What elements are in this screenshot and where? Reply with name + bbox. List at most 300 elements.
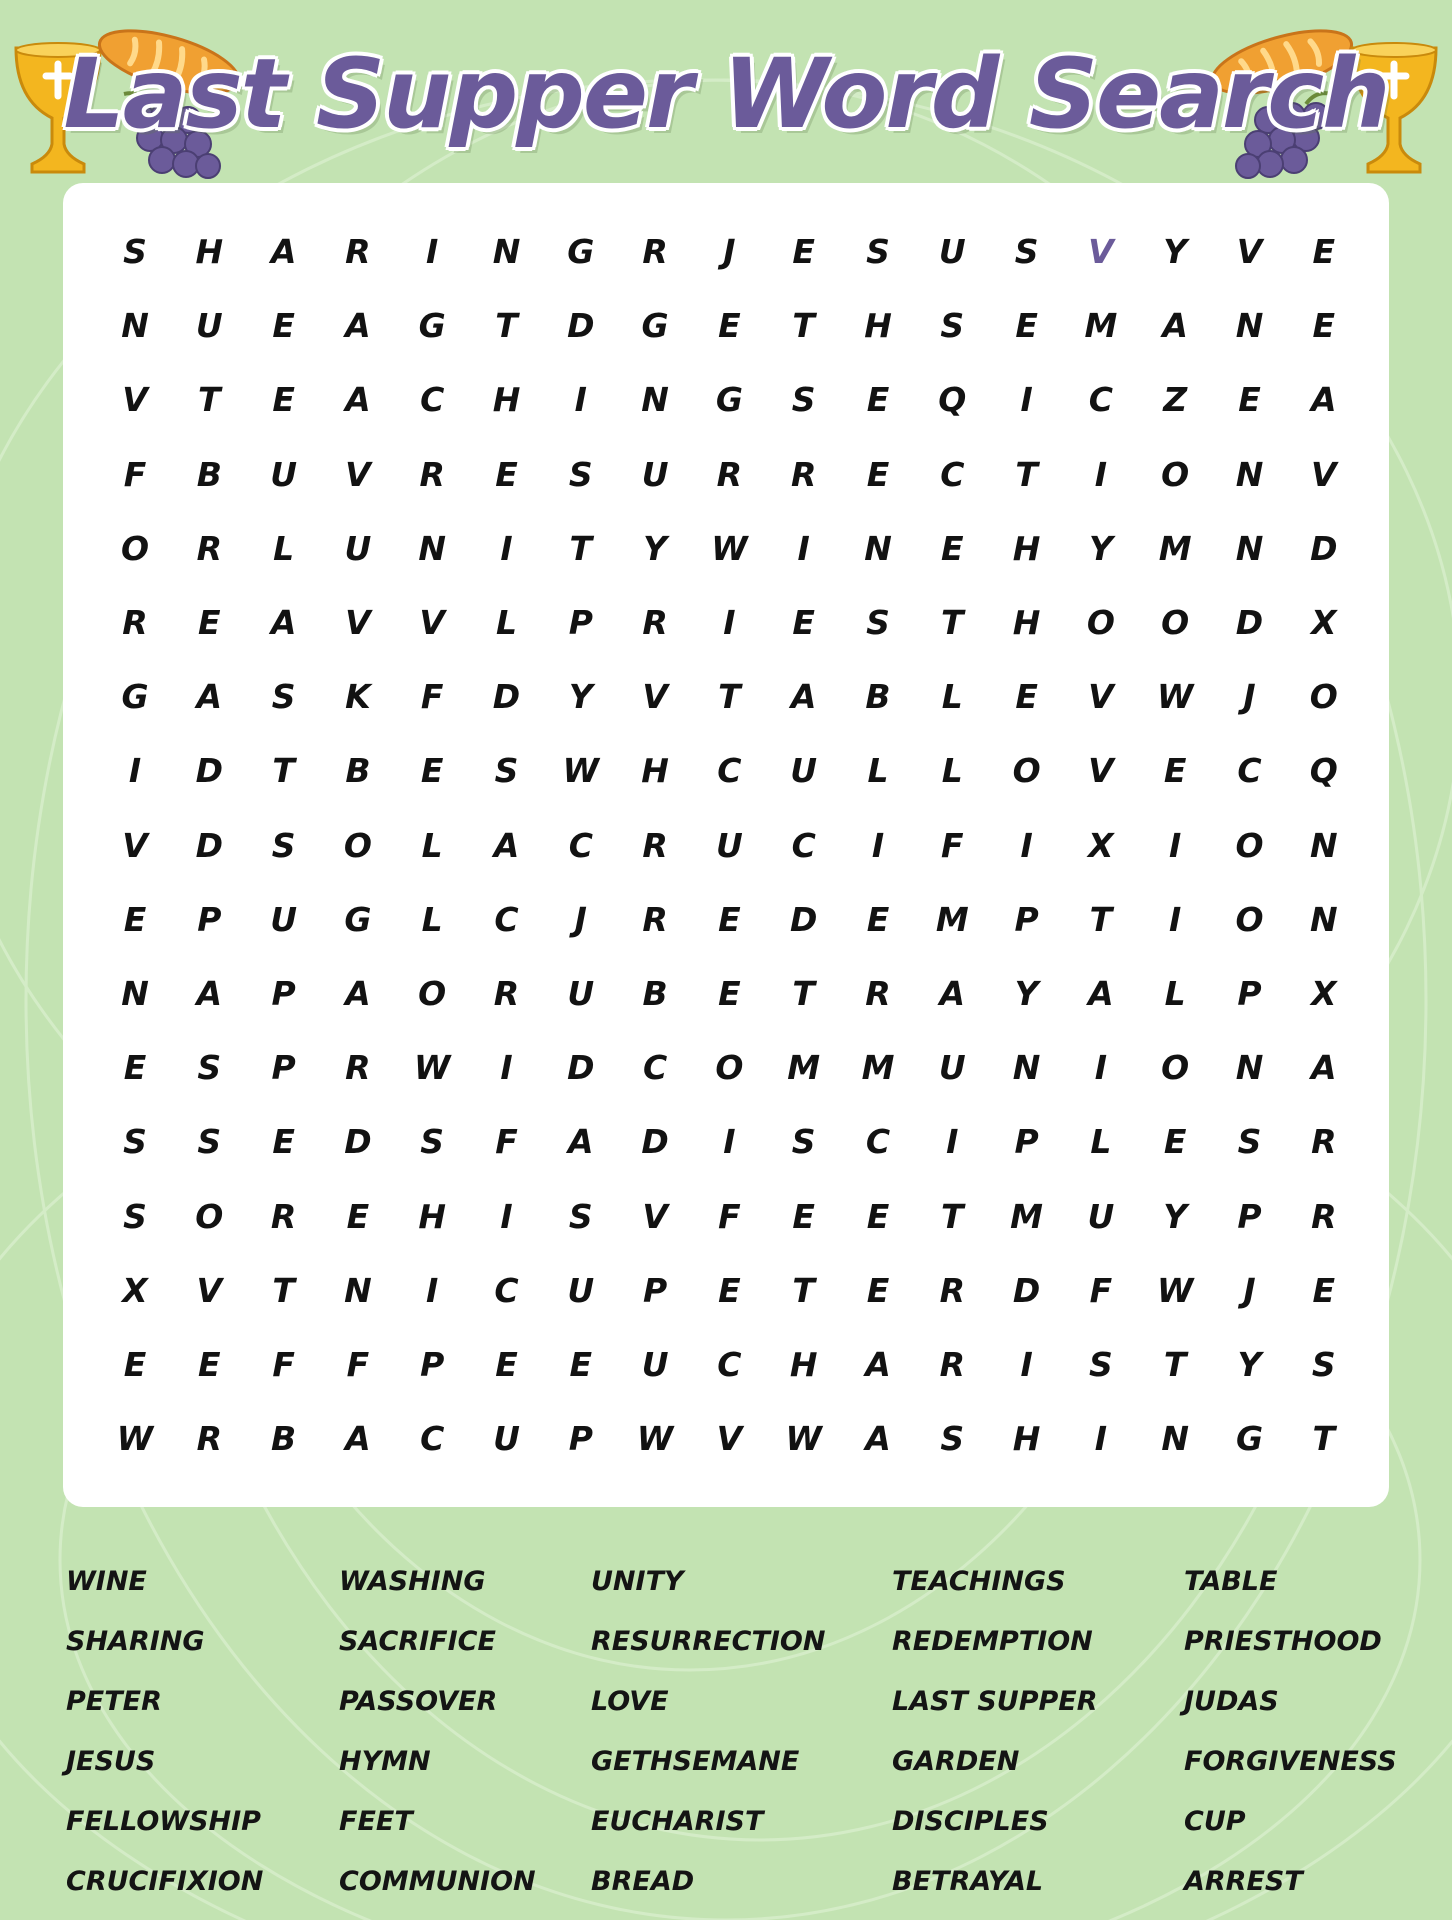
grid-cell[interactable]: N (1012, 1048, 1041, 1088)
grid-cell[interactable]: T (272, 1270, 295, 1310)
grid-cell[interactable]: V (419, 603, 445, 642)
grid-cell[interactable]: G (715, 380, 743, 420)
grid-cell[interactable]: O (343, 825, 372, 865)
grid-cell[interactable]: C (1237, 751, 1262, 791)
grid-cell[interactable]: L (495, 603, 518, 642)
grid-cell[interactable]: K (345, 677, 371, 717)
grid-cell[interactable]: T (1089, 899, 1113, 939)
grid-cell[interactable]: L (941, 751, 963, 791)
grid-cell[interactable]: S (197, 1122, 222, 1162)
grid-cell[interactable]: E (198, 603, 221, 642)
grid-cell[interactable]: T (569, 528, 593, 568)
grid-cell[interactable]: W (1156, 1270, 1194, 1310)
grid-cell[interactable]: V (345, 603, 371, 642)
grid-cell[interactable]: O (1161, 454, 1190, 494)
grid-cell[interactable]: E (866, 1196, 890, 1236)
word-list-item: FEET (339, 1806, 413, 1837)
grid-cell[interactable]: U (715, 825, 743, 865)
grid-cell[interactable]: H (864, 306, 892, 346)
grid-cell[interactable]: X (1311, 974, 1337, 1013)
grid-cell[interactable]: I (1169, 825, 1182, 865)
grid-cell[interactable]: L (273, 528, 295, 568)
grid-cell[interactable]: A (493, 825, 520, 865)
grid-cell[interactable]: E (792, 1196, 815, 1236)
grid-cell[interactable]: E (792, 232, 815, 271)
grid-cell[interactable]: A (345, 1419, 371, 1459)
grid-cell[interactable]: P (1014, 1122, 1039, 1162)
grid-cell[interactable]: R (939, 1345, 965, 1384)
grid-cell[interactable]: U (938, 232, 966, 271)
grid-cell[interactable]: D (567, 306, 595, 346)
grid-cell[interactable]: H (1012, 1419, 1041, 1459)
grid-cell[interactable]: N (864, 528, 892, 568)
grid-cell[interactable]: T (792, 306, 815, 346)
grid-cell[interactable]: H (1012, 528, 1041, 568)
grid-cell[interactable]: C (420, 380, 445, 420)
grid-cell[interactable]: H (195, 232, 224, 271)
grid-cell[interactable]: E (346, 1196, 370, 1236)
grid-cell[interactable]: R (939, 1270, 965, 1310)
grid-cell[interactable]: E (718, 974, 741, 1013)
grid-cell[interactable]: S (494, 751, 519, 791)
grid-cell[interactable]: J (574, 899, 587, 939)
grid-cell[interactable]: S (568, 1196, 593, 1236)
grid-cell[interactable]: O (1309, 677, 1338, 717)
grid-cell[interactable]: V (345, 454, 371, 494)
grid-cell[interactable]: I (723, 603, 736, 642)
grid-cell[interactable]: R (1311, 1196, 1337, 1236)
grid-cell[interactable]: C (642, 1048, 668, 1088)
grid-cell[interactable]: C (1088, 380, 1113, 420)
grid-cell[interactable]: R (642, 899, 668, 939)
grid-cell[interactable]: Y (1163, 232, 1188, 271)
grid-cell[interactable]: U (270, 454, 297, 494)
grid-cell[interactable]: S (1237, 1122, 1262, 1162)
word-list-item: JUDAS (1184, 1686, 1279, 1717)
grid-cell[interactable]: Y (643, 528, 668, 568)
grid-cell[interactable]: S (866, 603, 890, 642)
grid-cell[interactable]: W (562, 751, 599, 791)
grid-cell[interactable]: R (642, 232, 668, 271)
grid-cell[interactable]: F (941, 825, 964, 865)
grid-cell[interactable]: L (941, 677, 963, 717)
grid-cell[interactable]: X (122, 1270, 148, 1310)
grid-cell[interactable]: O (120, 528, 150, 568)
grid-cell[interactable]: J (723, 232, 736, 271)
grid-cell[interactable]: Y (568, 677, 593, 717)
grid-cell[interactable]: U (195, 306, 223, 346)
grid-cell[interactable]: J (1243, 677, 1256, 717)
grid-cell[interactable]: T (272, 751, 295, 791)
grid-cell[interactable]: S (1311, 1345, 1336, 1384)
grid-cell[interactable]: D (789, 899, 818, 939)
grid-cell[interactable]: A (196, 974, 223, 1013)
grid-cell[interactable]: J (1243, 1270, 1256, 1310)
grid-cell[interactable]: S (1014, 232, 1039, 271)
grid-cell[interactable]: S (866, 232, 890, 271)
grid-cell[interactable]: Y (1237, 1345, 1262, 1384)
grid-cell[interactable]: E (1312, 306, 1336, 346)
grid-cell[interactable]: W (785, 1419, 822, 1459)
grid-cell[interactable]: A (790, 677, 817, 717)
grid-cell[interactable]: E (1015, 306, 1038, 346)
grid-cell[interactable]: N (1235, 306, 1264, 346)
grid-cell[interactable]: T (792, 974, 815, 1013)
grid-cell[interactable]: T (1312, 1419, 1336, 1459)
grid-cell[interactable]: S (568, 454, 593, 494)
grid-cell[interactable]: P (1014, 899, 1039, 939)
grid-cell[interactable]: H (418, 1196, 446, 1236)
grid-cell[interactable]: O (418, 974, 447, 1013)
grid-cell[interactable]: N (418, 528, 446, 568)
grid-cell[interactable]: Y (1014, 974, 1039, 1013)
grid-cell[interactable]: E (569, 1345, 593, 1384)
grid-cell[interactable]: I (426, 1270, 439, 1310)
grid-cell[interactable]: M (861, 1048, 895, 1088)
grid-cell[interactable]: D (195, 751, 223, 791)
word-list-item: UNITY (591, 1566, 684, 1597)
grid-cell[interactable]: X (1088, 825, 1114, 865)
word-list-item: REDEMPTION (892, 1626, 1093, 1657)
grid-cell[interactable]: C (568, 825, 593, 865)
grid-cell[interactable]: E (718, 899, 741, 939)
grid-cell[interactable]: S (940, 1419, 965, 1459)
grid-cell[interactable]: A (865, 1419, 891, 1459)
grid-cell[interactable]: O (1161, 1048, 1190, 1088)
grid-cell[interactable]: R (865, 974, 891, 1013)
grid-cell[interactable]: R (345, 1048, 371, 1088)
grid-cell[interactable]: E (1312, 232, 1336, 271)
grid-cell[interactable]: C (865, 1122, 891, 1162)
grid-cell[interactable]: I (797, 528, 810, 568)
grid-cell[interactable]: E (941, 528, 964, 568)
grid-cell[interactable]: M (1084, 306, 1118, 346)
word-list-item: GARDEN (892, 1746, 1020, 1777)
grid-cell[interactable]: I (1020, 1345, 1033, 1384)
grid-cell[interactable]: F (272, 1345, 295, 1384)
grid-cell[interactable]: C (494, 1270, 519, 1310)
grid-cell[interactable]: D (567, 1048, 595, 1088)
grid-cell[interactable]: V (642, 677, 668, 717)
word-list-item: LAST SUPPER (892, 1686, 1098, 1717)
grid-cell[interactable]: E (718, 306, 741, 346)
grid-cell[interactable]: I (946, 1122, 959, 1162)
grid-cell[interactable]: E (1163, 1122, 1187, 1162)
grid-cell[interactable]: R (122, 603, 148, 642)
grid-cell[interactable]: E (866, 899, 890, 939)
grid-cell[interactable]: I (871, 825, 885, 865)
grid-cell[interactable]: E (1238, 380, 1261, 420)
grid-cell[interactable]: S (197, 1048, 222, 1088)
grid-cell[interactable]: T (1015, 454, 1038, 494)
grid-cell[interactable]: V (642, 1196, 668, 1236)
grid-cell[interactable]: E (123, 1048, 147, 1088)
grid-cell[interactable]: C (940, 454, 965, 494)
grid-cell[interactable]: I (1094, 1048, 1108, 1088)
grid-cell[interactable]: C (717, 751, 742, 791)
grid-cell[interactable]: B (865, 677, 891, 717)
grid-cell[interactable]: L (421, 825, 443, 865)
grid-cell[interactable]: I (128, 751, 142, 791)
grid-cell[interactable]: B (271, 1419, 297, 1459)
grid-cell[interactable]: O (1161, 603, 1190, 642)
grid-cell[interactable]: T (792, 1270, 815, 1310)
grid-cell[interactable]: W (413, 1048, 451, 1088)
grid-cell[interactable]: Y (1163, 1196, 1188, 1236)
grid-cell[interactable]: D (1310, 528, 1338, 568)
grid-cell[interactable]: T (941, 603, 964, 642)
grid-cell[interactable]: A (270, 232, 297, 271)
grid-cell[interactable]: I (1020, 380, 1033, 420)
grid-cell[interactable]: O (1086, 603, 1115, 642)
grid-cell[interactable]: H (1012, 603, 1041, 642)
grid-cell[interactable]: P (420, 1345, 445, 1384)
grid-cell[interactable]: L (1164, 974, 1186, 1013)
grid-cell[interactable]: S (271, 825, 296, 865)
grid-cell[interactable]: V (196, 1270, 223, 1310)
grid-cell[interactable]: P (1237, 1196, 1262, 1236)
grid-cell[interactable]: I (1094, 1419, 1108, 1459)
grid-cell[interactable]: N (1235, 1048, 1264, 1088)
grid-cell[interactable]: H (492, 380, 521, 420)
grid-cell[interactable]: N (121, 974, 149, 1013)
grid-cell[interactable]: I (1094, 454, 1108, 494)
grid-cell[interactable]: H (789, 1345, 818, 1384)
grid-cell[interactable]: I (500, 1048, 513, 1088)
grid-cell[interactable]: S (1089, 1345, 1113, 1384)
grid-cell[interactable]: P (568, 603, 593, 642)
grid-cell[interactable]: T (198, 380, 221, 420)
grid-cell[interactable]: F (123, 454, 147, 494)
grid-cell[interactable]: V (1236, 232, 1263, 271)
grid-cell[interactable]: F (495, 1122, 518, 1162)
grid-cell[interactable]: Z (1163, 380, 1188, 420)
grid-cell[interactable]: G (567, 232, 595, 271)
grid-cell[interactable]: O (1012, 751, 1041, 791)
grid-cell[interactable]: R (1311, 1122, 1337, 1162)
word-list-item: WASHING (339, 1566, 486, 1597)
grid-cell[interactable]: C (494, 899, 519, 939)
grid-cell[interactable]: G (1235, 1419, 1264, 1459)
grid-cell[interactable]: N (1235, 454, 1264, 494)
grid-cell[interactable]: P (271, 974, 296, 1013)
grid-cell[interactable]: T (1163, 1345, 1187, 1384)
grid-cell[interactable]: W (636, 1419, 674, 1459)
grid-cell[interactable]: E (495, 1345, 518, 1384)
grid-cell[interactable]: E (866, 380, 890, 420)
grid-cell[interactable]: A (270, 603, 297, 642)
grid-cell[interactable]: I (500, 1196, 513, 1236)
grid-cell[interactable]: I (1169, 899, 1182, 939)
word-list-item: RESURRECTION (591, 1626, 826, 1657)
grid-cell[interactable]: N (1309, 825, 1338, 865)
grid-cell[interactable]: S (123, 1122, 147, 1162)
grid-cell[interactable]: U (641, 1345, 669, 1384)
grid-cell[interactable]: A (939, 974, 966, 1013)
grid-cell[interactable]: I (574, 380, 587, 420)
grid-cell[interactable]: R (419, 454, 445, 494)
grid-cell[interactable]: D (492, 677, 521, 717)
grid-cell[interactable]: D (641, 1122, 669, 1162)
grid-cell[interactable]: A (1088, 974, 1114, 1013)
grid-cell[interactable]: I (1020, 825, 1033, 865)
grid-cell[interactable]: U (270, 899, 297, 939)
grid-cell[interactable]: U (790, 751, 818, 791)
grid-cell[interactable]: O (195, 1196, 224, 1236)
grid-cell[interactable]: S (791, 380, 816, 420)
grid-cell[interactable]: G (418, 306, 446, 346)
grid-cell[interactable]: E (272, 380, 295, 420)
grid-cell[interactable]: E (718, 1270, 741, 1310)
grid-cell[interactable]: A (1311, 1048, 1337, 1088)
grid-cell[interactable]: N (492, 232, 521, 271)
grid-cell[interactable]: U (493, 1419, 520, 1459)
grid-cell[interactable]: N (641, 380, 669, 420)
grid-cell[interactable]: S (271, 677, 296, 717)
grid-cell[interactable]: P (568, 1419, 593, 1459)
grid-cell[interactable]: V (122, 825, 148, 865)
grid-cell[interactable]: W (1156, 677, 1194, 717)
grid-cell[interactable]: S (123, 1196, 147, 1236)
grid-cell[interactable]: V (1311, 454, 1337, 494)
grid-cell[interactable]: B (196, 454, 222, 494)
grid-cell[interactable]: S (123, 232, 147, 271)
grid-cell[interactable]: D (1012, 1270, 1041, 1310)
grid-cell[interactable]: F (420, 677, 444, 717)
grid-cell[interactable]: D (1235, 603, 1264, 642)
grid-cell[interactable]: C (791, 825, 816, 865)
word-list-item: COMMUNION (339, 1866, 536, 1897)
grid-cell[interactable]: E (272, 1122, 295, 1162)
grid-cell[interactable]: V (716, 1419, 743, 1459)
grid-cell[interactable]: S (791, 1122, 816, 1162)
grid-cell[interactable]: T (718, 677, 741, 717)
grid-cell[interactable]: M (1010, 1196, 1044, 1236)
grid-cell[interactable]: B (345, 751, 371, 791)
grid-cell[interactable]: R (790, 454, 817, 494)
grid-cell[interactable]: E (1015, 677, 1038, 717)
grid-cell[interactable]: V (1088, 677, 1114, 717)
grid-cell[interactable]: Q (938, 380, 967, 420)
grid-cell[interactable]: A (196, 677, 223, 717)
grid-cell[interactable]: A (345, 380, 371, 420)
grid-cell[interactable]: N (1235, 528, 1264, 568)
grid-cell[interactable]: G (121, 677, 149, 717)
grid-cell[interactable]: R (270, 1196, 297, 1236)
grid-cell[interactable]: U (567, 974, 595, 1013)
grid-cell[interactable]: N (1161, 1419, 1189, 1459)
grid-cell[interactable]: V (1088, 232, 1114, 271)
word-list-item: FELLOWSHIP (66, 1806, 261, 1837)
grid-cell[interactable]: S (940, 306, 965, 346)
grid-cell[interactable]: T (941, 1196, 964, 1236)
grid-cell[interactable]: P (197, 899, 222, 939)
grid-cell[interactable]: V (1088, 751, 1114, 791)
grid-cell[interactable]: D (195, 825, 223, 865)
grid-cell[interactable]: A (1162, 306, 1188, 346)
grid-cell[interactable]: U (344, 528, 372, 568)
grid-cell[interactable]: L (1090, 1122, 1112, 1162)
grid-cell[interactable]: Q (1309, 751, 1338, 791)
grid-cell[interactable]: R (196, 1419, 222, 1459)
grid-cell[interactable]: F (718, 1196, 741, 1236)
grid-cell[interactable]: R (345, 232, 371, 271)
grid-cell[interactable]: E (866, 1270, 890, 1310)
grid-cell[interactable]: S (420, 1122, 445, 1162)
grid-cell[interactable]: E (495, 454, 518, 494)
grid-cell[interactable]: E (1163, 751, 1187, 791)
grid-cell[interactable]: E (123, 899, 147, 939)
grid-cell[interactable]: E (272, 306, 295, 346)
grid-cell[interactable]: E (420, 751, 444, 791)
grid-cell[interactable]: E (792, 603, 815, 642)
grid-cell[interactable]: I (426, 232, 439, 271)
grid-cell[interactable]: P (271, 1048, 296, 1088)
grid-cell[interactable]: R (642, 825, 668, 865)
grid-cell[interactable]: A (345, 974, 371, 1013)
grid-cell[interactable]: P (643, 1270, 668, 1310)
grid-cell[interactable]: U (567, 1270, 595, 1310)
grid-cell[interactable]: U (1087, 1196, 1115, 1236)
grid-cell[interactable]: C (717, 1345, 742, 1384)
grid-cell[interactable]: A (345, 306, 371, 346)
grid-cell[interactable]: M (1158, 528, 1192, 568)
grid-cell[interactable]: O (1235, 825, 1264, 865)
grid-cell[interactable]: R (716, 454, 743, 494)
word-list-item: TABLE (1184, 1566, 1278, 1597)
grid-cell[interactable]: R (642, 603, 668, 642)
grid-cell[interactable]: N (121, 306, 149, 346)
grid-cell[interactable]: Y (1088, 528, 1113, 568)
grid-cell[interactable]: E (866, 454, 890, 494)
grid-cell[interactable]: R (493, 974, 520, 1013)
grid-cell[interactable]: X (1311, 603, 1337, 642)
grid-cell[interactable]: E (1312, 1270, 1336, 1310)
grid-cell[interactable]: H (641, 751, 669, 791)
grid-cell[interactable]: B (642, 974, 668, 1013)
grid-cell[interactable]: L (867, 751, 889, 791)
grid-cell[interactable]: A (568, 1122, 594, 1162)
grid-cell[interactable]: C (420, 1419, 445, 1459)
grid-cell[interactable]: U (641, 454, 669, 494)
grid-cell[interactable]: I (723, 1122, 736, 1162)
grid-cell[interactable]: N (344, 1270, 372, 1310)
grid-cell[interactable]: V (122, 380, 148, 420)
grid-cell[interactable]: F (346, 1345, 370, 1384)
grid-cell[interactable]: M (935, 899, 969, 939)
grid-cell[interactable]: A (865, 1345, 891, 1384)
grid-cell[interactable]: E (123, 1345, 147, 1384)
grid-cell[interactable]: G (641, 306, 669, 346)
grid-cell[interactable]: N (1309, 899, 1338, 939)
grid-cell[interactable]: F (1089, 1270, 1113, 1310)
grid-cell[interactable]: O (1235, 899, 1264, 939)
grid-cell[interactable]: G (344, 899, 372, 939)
grid-cell[interactable]: W (116, 1419, 154, 1459)
grid-cell[interactable]: W (711, 528, 748, 568)
grid-cell[interactable]: R (196, 528, 222, 568)
grid-cell[interactable]: U (938, 1048, 966, 1088)
grid-cell[interactable]: O (715, 1048, 744, 1088)
grid-cell[interactable]: E (198, 1345, 221, 1384)
grid-cell[interactable]: P (1237, 974, 1262, 1013)
grid-cell[interactable]: I (500, 528, 513, 568)
grid-cell[interactable]: L (421, 899, 443, 939)
grid-cell[interactable]: D (344, 1122, 372, 1162)
grid-cell[interactable]: A (1311, 380, 1337, 420)
grid-cell[interactable]: M (787, 1048, 821, 1088)
grid-cell[interactable]: T (495, 306, 518, 346)
